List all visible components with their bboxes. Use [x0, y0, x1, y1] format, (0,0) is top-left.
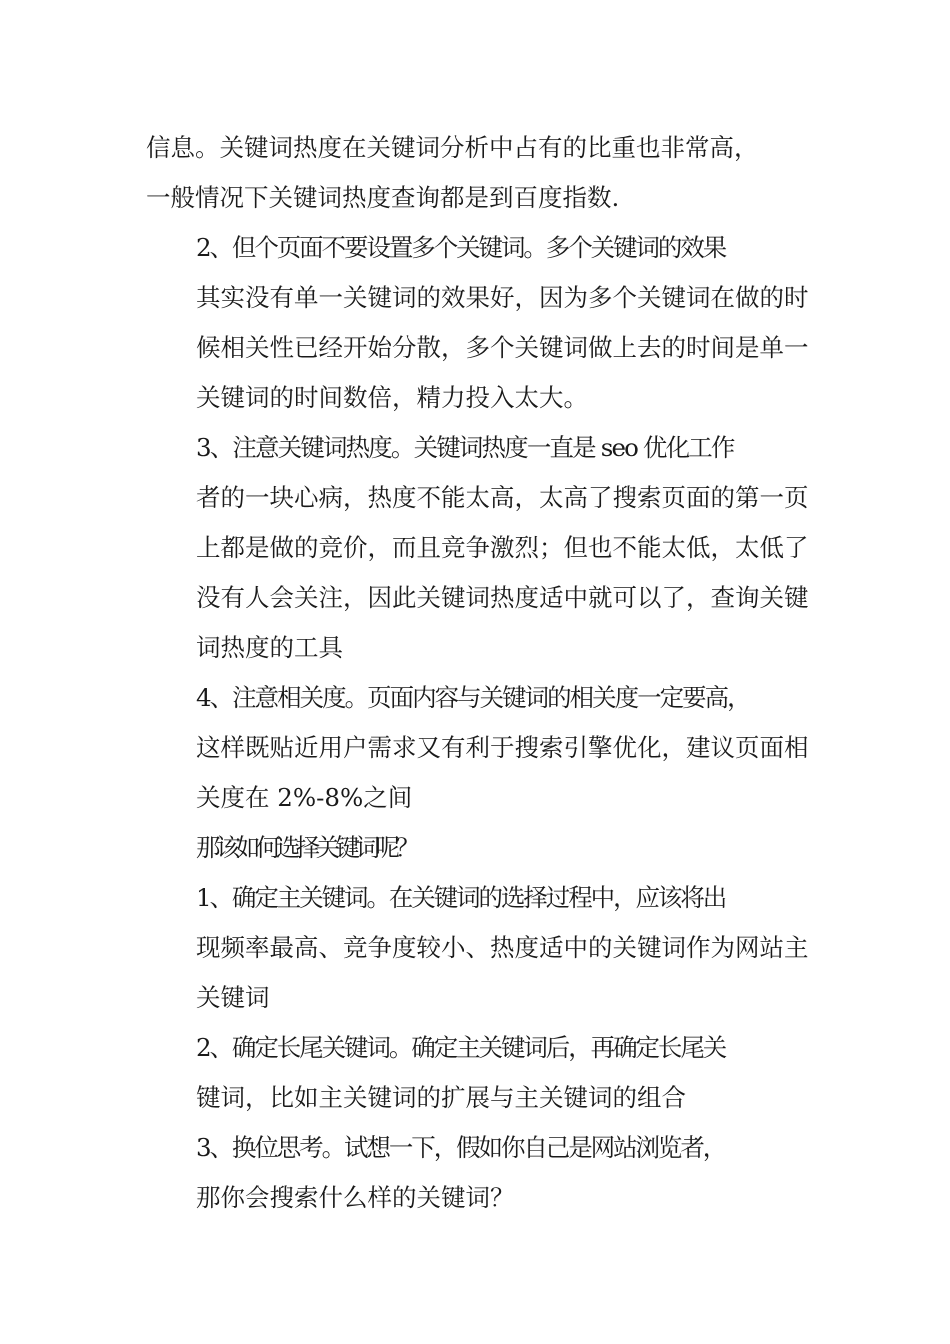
text-line: 4、注意相关度。页面内容与关键词的相关度一定要高， — [196, 683, 750, 712]
text-line: 没有人会关注，因此关键词热度适中就可以了，查询关键 — [196, 583, 809, 612]
text-line: 词热度的工具 — [196, 633, 343, 662]
text-line: 那你会搜索什么样的关键词？ — [196, 1183, 515, 1212]
text-line: 键词，比如主关键词的扩展与主关键词的组合 — [196, 1083, 686, 1112]
paragraph-2 — [146, 223, 836, 423]
paragraph-7 — [146, 1023, 836, 1123]
text-line: 一般情况下关键词热度查询都是到百度指数. — [146, 183, 620, 212]
text-line: 3、换位思考。试想一下，假如你自己是网站浏览者， — [196, 1133, 726, 1162]
paragraph-3 — [146, 423, 836, 673]
text-line: 候相关性已经开始分散，多个关键词做上去的时间是单一 — [196, 333, 809, 362]
text-line: 上都是做的竞价，而且竞争激烈；但也不能太低，太低了 — [196, 533, 809, 562]
paragraph-6 — [146, 873, 836, 1023]
paragraph-1 — [146, 123, 836, 223]
text-line: 信息。关键词热度在关键词分析中占有的比重也非常高， — [146, 133, 759, 162]
text-line: 其实没有单一关键词的效果好，因为多个关键词在做的时 — [196, 283, 809, 312]
text-line: 现频率最高、竞争度较小、热度适中的关键词作为网站主 — [196, 933, 809, 962]
text-line: 2、但个页面不要设置多个关键词。多个关键词的效果 — [196, 233, 726, 262]
text-line: 2、确定长尾关键词。确定主关键词后，再确定长尾关 — [196, 1033, 726, 1062]
paragraph-4 — [146, 673, 836, 823]
document-body — [146, 123, 836, 1223]
text-line: 关键词 — [196, 983, 270, 1012]
text-line: 3、注意关键词热度。关键词热度一直是 seo 优化工作 — [196, 433, 734, 462]
text-line: 者的一块心病，热度不能太高，太高了搜索页面的第一页 — [196, 483, 809, 512]
text-line: 关度在 2%-8%之间 — [196, 783, 413, 812]
paragraph-5 — [146, 823, 836, 873]
text-line: 这样既贴近用户需求又有利于搜索引擎优化，建议页面相 — [196, 733, 809, 762]
paragraph-8 — [146, 1123, 836, 1223]
text-line: 关键词的时间数倍，精力投入太大。 — [196, 383, 588, 412]
text-line: 1、确定主关键词。在关键词的选择过程中，应该将出 — [196, 883, 726, 912]
text-line: 那该如何选择关键词呢？ — [196, 833, 416, 862]
